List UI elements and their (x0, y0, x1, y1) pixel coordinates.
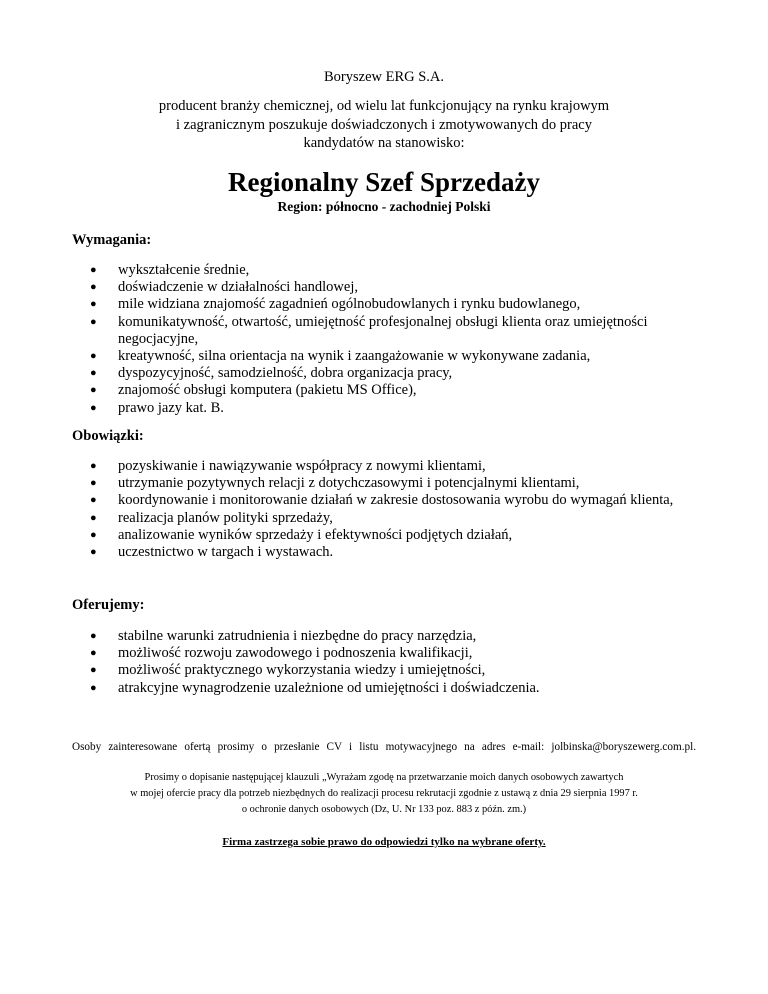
list-item-text: dyspozycyjność, samodzielność, dobra organizacja pracy, (118, 365, 453, 382)
list-item-text: stabilne warunki zatrudnienia i niezbędne do pracy narzędzia, (118, 628, 477, 644)
list-item-text: możliwość rozwoju zawodowego i podnoszenia kwalifikacji, (118, 645, 473, 662)
clause-line: o ochronie danych osobowych (Dz, U. Nr 133 poz. 883 z późn. zm.) (241, 804, 527, 815)
bullet-icon: ● (90, 630, 97, 642)
bullet-icon: ● (90, 367, 97, 380)
intro-line: i zagranicznym poszukuje doświadczonych i zmotywowanych do pracy (176, 116, 592, 133)
list-item-text: analizowanie wyników sprzedaży i efektywności podjętych działań, (118, 526, 513, 543)
list-item-text: komunikatywność, otwartość, umiejętność profesjonalnej obsługi klienta oraz umiejętności negocjacyjne, (118, 313, 648, 347)
clause-line: Prosimy o dopisanie następującej klauzuli „Wyrażam zgodę na przetwarzanie moich danych osobowych zawartych (144, 772, 624, 783)
list-item-text: realizacja planów polityki sprzedaży, (118, 509, 333, 526)
list-item (90, 382, 702, 399)
contact-instructions: Osoby zainteresowane ofertą prosimy o przesłanie CV i listu motywacyjnego na adres e-mail: jolbinska@boryszewerg.com.pl. (72, 741, 696, 753)
list-item-text: wykształcenie średnie, (118, 262, 250, 278)
bullet-icon: ● (90, 546, 97, 559)
list-item (90, 680, 702, 697)
bullet-icon: ● (90, 681, 97, 694)
bullet-icon: ● (90, 401, 97, 414)
list-item (90, 645, 702, 662)
bullet-icon: ● (90, 494, 97, 507)
bullet-icon: ● (90, 384, 97, 397)
company-intro (0, 97, 768, 153)
list-item-text: uczestnictwo w targach i wystawach. (118, 544, 334, 561)
list-item (90, 527, 702, 544)
bullet-icon: ● (90, 664, 97, 677)
list-item (90, 475, 702, 492)
list-item (90, 510, 702, 527)
list-item (90, 262, 702, 279)
bullet-icon: ● (90, 511, 97, 524)
bullet-icon: ● (90, 264, 97, 276)
list-item-text: mile widziana znajomość zagadnień ogólnobudowlanych i rynku budowlanego, (118, 296, 581, 313)
clause-line: w mojej ofercie pracy dla potrzeb niezbędnych do realizacji procesu rekrutacji zgodnie z ustawą z dnia 29 sierpnia 1997 r. (130, 788, 638, 799)
bullet-icon: ● (90, 647, 97, 660)
list-item-text: koordynowanie i monitorowanie działań w zakresie dostosowania wyrobu do wymagań klienta, (118, 492, 674, 509)
bullet-icon: ● (90, 528, 97, 541)
list-item-text: znajomość obsługi komputera (pakietu MS Office), (118, 382, 417, 399)
list-item (90, 628, 702, 645)
intro-line: kandydatów na stanowisko: (303, 135, 465, 151)
bullet-icon: ● (90, 477, 97, 490)
list-item (90, 400, 702, 417)
list-item (90, 348, 702, 365)
list-item (90, 314, 702, 348)
duties-list (90, 458, 702, 561)
data-consent-clause (0, 770, 768, 818)
list-item-text: doświadczenie w działalności handlowej, (118, 279, 358, 296)
duties-heading: Obowiązki: (72, 428, 144, 444)
region-subtitle: Region: północno - zachodniej Polski (277, 199, 491, 214)
company-name: Boryszew ERG S.A. (323, 69, 445, 85)
list-item-text: pozyskiwanie i nawiązywanie współpracy z nowymi klientami, (118, 458, 486, 474)
list-item (90, 662, 702, 679)
reservation-note: Firma zastrzega sobie prawo do odpowiedzi tylko na wybrane oferty. (222, 836, 546, 848)
list-item (90, 365, 702, 382)
bullet-icon: ● (90, 298, 97, 311)
list-item (90, 279, 702, 296)
offer-heading: Oferujemy: (72, 597, 145, 613)
list-item-text: prawo jazy kat. B. (118, 399, 224, 416)
list-item-text: kreatywność, silna orientacja na wynik i zaangażowanie w wykonywane zadania, (118, 348, 591, 365)
intro-line: producent branży chemicznej, od wielu lat funkcjonujący na rynku krajowym (158, 98, 610, 114)
list-item (90, 458, 702, 475)
requirements-heading: Wymagania: (72, 232, 152, 248)
bullet-icon: ● (90, 281, 97, 294)
bullet-icon: ● (90, 350, 97, 363)
list-item (90, 544, 702, 561)
list-item (90, 492, 702, 509)
job-title: Regionalny Szef Sprzedaży (228, 167, 540, 197)
bullet-icon: ● (90, 315, 97, 328)
requirements-list (90, 262, 702, 417)
list-item-text: utrzymanie pozytywnych relacji z dotychczasowymi i potencjalnymi klientami, (118, 475, 580, 492)
list-item-text: atrakcyjne wynagrodzenie uzależnione od umiejętności i doświadczenia. (118, 679, 540, 696)
bullet-icon: ● (90, 460, 97, 472)
list-item-text: możliwość praktycznego wykorzystania wiedzy i umiejętności, (118, 662, 486, 679)
offer-list (90, 628, 702, 697)
list-item (90, 296, 702, 313)
